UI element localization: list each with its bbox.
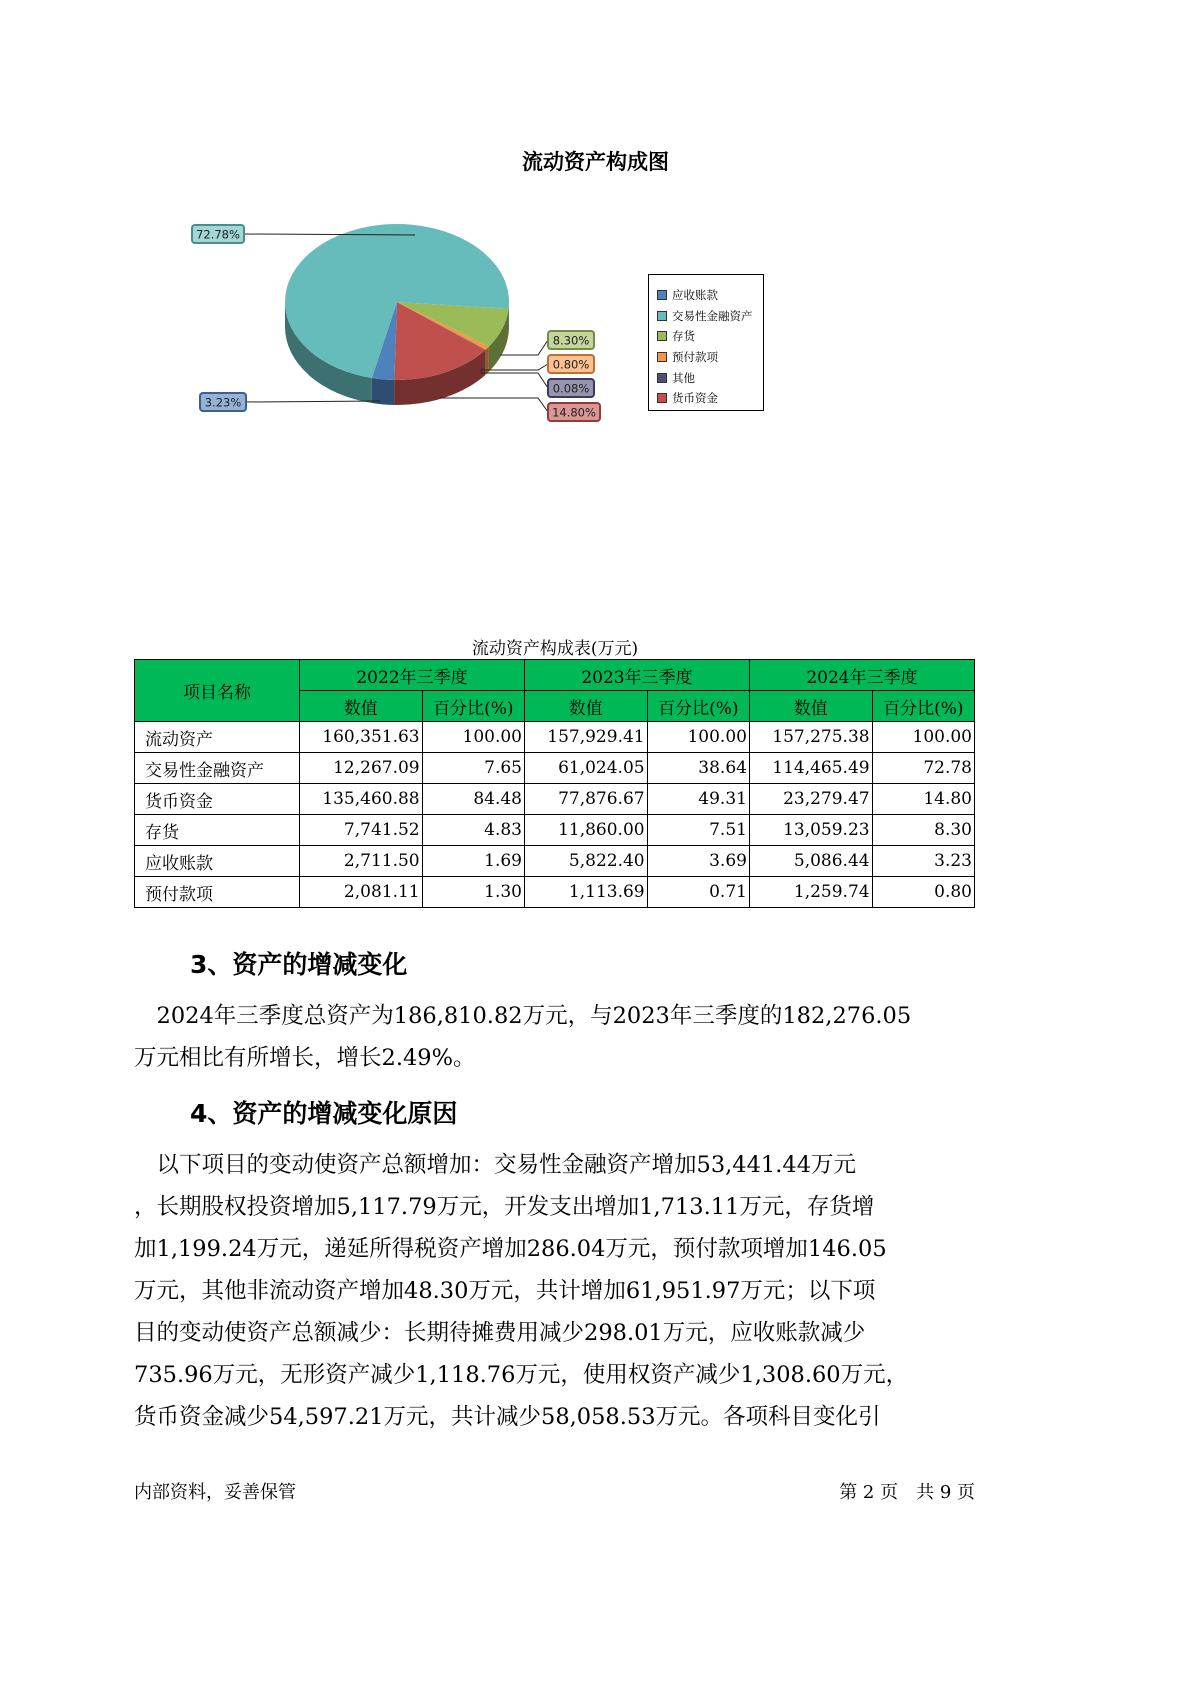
text-line: 万元，其他非流动资产增加48.30万元，共计增加61,951.97万元；以下项 bbox=[134, 1278, 876, 1304]
text-line: 目的变动使资产总额减少：长期待摊费用减少298.01万元，应收账款减少 bbox=[134, 1320, 866, 1346]
cell-percent: 3.23 bbox=[872, 846, 974, 877]
table-row bbox=[135, 722, 975, 753]
cell-item-name: 存货 bbox=[135, 815, 300, 846]
header-percent: 百分比(%) bbox=[872, 691, 974, 722]
legend-label: 存货 bbox=[672, 329, 695, 344]
cell-percent: 7.65 bbox=[422, 753, 524, 784]
legend-item bbox=[657, 306, 763, 327]
legend-label: 交易性金融资产 bbox=[672, 308, 753, 323]
cell-percent: 7.51 bbox=[647, 815, 749, 846]
text-line: 以下项目的变动使资产总额增加：交易性金融资产增加53,441.44万元 bbox=[134, 1152, 857, 1178]
data-label: 0.08% bbox=[552, 381, 590, 396]
cell-percent: 84.48 bbox=[422, 784, 524, 815]
data-label: 14.80% bbox=[552, 405, 596, 420]
cell-value: 135,460.88 bbox=[300, 784, 423, 815]
cell-value: 1,259.74 bbox=[749, 877, 872, 908]
legend-label: 货币资金 bbox=[672, 391, 718, 406]
header-percent: 百分比(%) bbox=[647, 691, 749, 722]
cell-percent: 0.80 bbox=[872, 877, 974, 908]
label-leader-line bbox=[440, 398, 548, 412]
cell-percent: 14.80 bbox=[872, 784, 974, 815]
footer-page-number: 第 2 页 共 9 页 bbox=[839, 1482, 975, 1503]
table-row bbox=[135, 753, 975, 784]
chart-title: 流动资产构成图 bbox=[522, 150, 669, 174]
text-line: 货币资金减少54,597.21万元，共计减少58,058.53万元。各项科目变化引 bbox=[134, 1404, 881, 1430]
legend-swatch bbox=[657, 290, 667, 300]
cell-value: 2,711.50 bbox=[300, 846, 423, 877]
legend-label: 预付款项 bbox=[672, 350, 718, 365]
cell-item-name: 交易性金融资产 bbox=[135, 753, 300, 784]
data-label: 8.30% bbox=[552, 333, 590, 348]
text-line: ，长期股权投资增加5,117.79万元，开发支出增加1,713.11万元，存货增 bbox=[134, 1194, 875, 1220]
cell-value: 5,086.44 bbox=[749, 846, 872, 877]
legend-swatch bbox=[657, 393, 667, 403]
cell-value: 7,741.52 bbox=[300, 815, 423, 846]
section-3-paragraph bbox=[134, 995, 994, 1079]
cell-percent: 100.00 bbox=[422, 722, 524, 753]
cell-item-name: 预付款项 bbox=[135, 877, 300, 908]
table-row bbox=[135, 815, 975, 846]
legend-swatch bbox=[657, 331, 667, 341]
cell-percent: 4.83 bbox=[422, 815, 524, 846]
cell-value: 61,024.05 bbox=[524, 753, 647, 784]
header-value: 数值 bbox=[524, 691, 647, 722]
section-4-paragraph bbox=[134, 1144, 994, 1438]
header-percent: 百分比(%) bbox=[422, 691, 524, 722]
cell-value: 77,876.67 bbox=[524, 784, 647, 815]
header-period: 2024年三季度 bbox=[749, 660, 974, 691]
data-label: 3.23% bbox=[204, 395, 242, 410]
cell-percent: 49.31 bbox=[647, 784, 749, 815]
header-period: 2022年三季度 bbox=[300, 660, 525, 691]
cell-percent: 0.71 bbox=[647, 877, 749, 908]
legend-swatch bbox=[657, 311, 667, 321]
cell-value: 11,860.00 bbox=[524, 815, 647, 846]
pie-slice-side bbox=[486, 347, 489, 375]
text-line: 万元相比有所增长，增长2.49%。 bbox=[134, 1045, 476, 1071]
cell-value: 157,275.38 bbox=[749, 722, 872, 753]
text-line: 735.96万元，无形资产减少1,118.76万元，使用权资产减少1,308.60万元， bbox=[134, 1362, 909, 1388]
text-line: 2024年三季度总资产为186,810.82万元，与2023年三季度的182,276.05 bbox=[134, 1003, 912, 1029]
label-leader-line bbox=[500, 340, 548, 355]
legend-item bbox=[657, 285, 763, 306]
cell-percent: 100.00 bbox=[872, 722, 974, 753]
legend-item bbox=[657, 367, 763, 388]
table-row bbox=[135, 877, 975, 908]
cell-percent: 72.78 bbox=[872, 753, 974, 784]
header-item-name: 项目名称 bbox=[135, 660, 300, 722]
section-3-heading: 3、资产的增减变化 bbox=[190, 950, 408, 979]
cell-percent: 1.30 bbox=[422, 877, 524, 908]
cell-value: 160,351.63 bbox=[300, 722, 423, 753]
legend-item bbox=[657, 326, 763, 347]
legend-item bbox=[657, 347, 763, 368]
cell-value: 5,822.40 bbox=[524, 846, 647, 877]
table-row bbox=[135, 846, 975, 877]
table-row bbox=[135, 784, 975, 815]
cell-value: 2,081.11 bbox=[300, 877, 423, 908]
section-4-heading: 4、资产的增减变化原因 bbox=[190, 1099, 458, 1128]
legend-label: 应收账款 bbox=[672, 288, 718, 303]
legend-item bbox=[657, 388, 763, 409]
cell-item-name: 流动资产 bbox=[135, 722, 300, 753]
data-label: 0.80% bbox=[552, 357, 590, 372]
table-caption: 流动资产构成表(万元) bbox=[471, 639, 639, 659]
cell-percent: 8.30 bbox=[872, 815, 974, 846]
label-leader-line bbox=[246, 401, 380, 402]
current-assets-table bbox=[134, 659, 975, 908]
label-leader-line bbox=[480, 373, 548, 388]
header-period: 2023年三季度 bbox=[524, 660, 749, 691]
cell-percent: 100.00 bbox=[647, 722, 749, 753]
legend-swatch bbox=[657, 352, 667, 362]
cell-value: 1,113.69 bbox=[524, 877, 647, 908]
legend-swatch bbox=[657, 373, 667, 383]
cell-item-name: 货币资金 bbox=[135, 784, 300, 815]
header-value: 数值 bbox=[300, 691, 423, 722]
cell-percent: 1.69 bbox=[422, 846, 524, 877]
cell-percent: 3.69 bbox=[647, 846, 749, 877]
cell-percent: 38.64 bbox=[647, 753, 749, 784]
cell-value: 12,267.09 bbox=[300, 753, 423, 784]
cell-value: 114,465.49 bbox=[749, 753, 872, 784]
cell-value: 157,929.41 bbox=[524, 722, 647, 753]
cell-value: 13,059.23 bbox=[749, 815, 872, 846]
footer-confidential: 内部资料，妥善保管 bbox=[134, 1482, 296, 1503]
text-line: 加1,199.24万元，递延所得税资产增加286.04万元，预付款项增加146.05 bbox=[134, 1236, 887, 1262]
data-label: 72.78% bbox=[196, 227, 240, 242]
cell-item-name: 应收账款 bbox=[135, 846, 300, 877]
chart-legend bbox=[648, 274, 764, 411]
legend-label: 其他 bbox=[672, 370, 695, 385]
pie-chart bbox=[180, 215, 620, 435]
header-value: 数值 bbox=[749, 691, 872, 722]
cell-value: 23,279.47 bbox=[749, 784, 872, 815]
